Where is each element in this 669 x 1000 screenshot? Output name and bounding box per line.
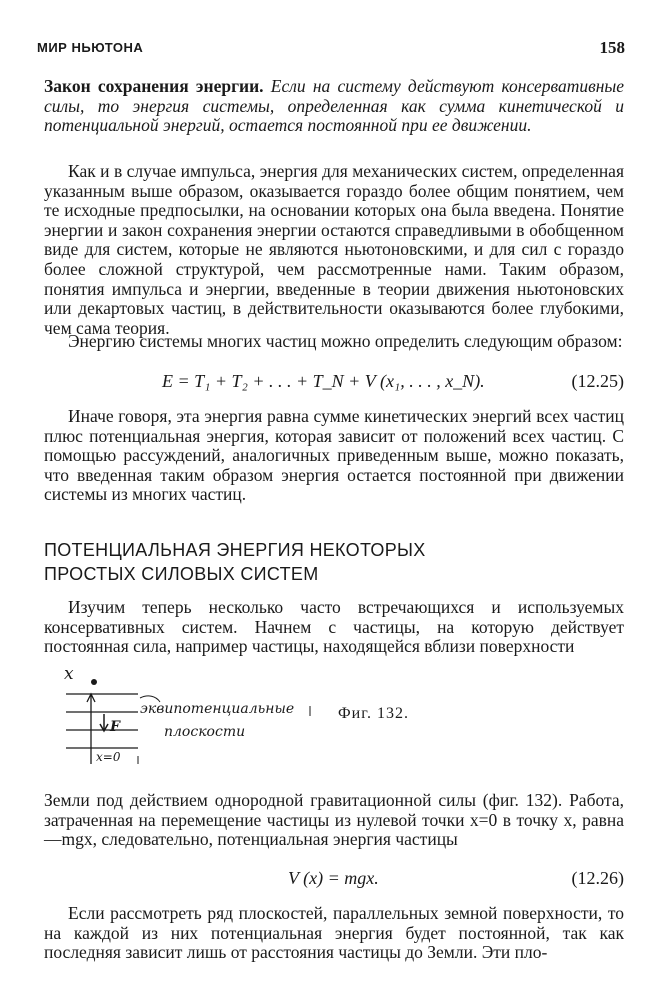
figure-caption: Фиг. 132. (338, 705, 409, 722)
running-title: МИР НЬЮТОНА (37, 40, 144, 55)
origin-label: x=0 (96, 750, 121, 764)
law-statement: Если на систему действуют консервативные силы, то энергия системы, определенная как сумма кинетической и потенциальной энергий, остается постоянной при ее движении. (44, 76, 625, 136)
equation-12-26 (44, 868, 624, 890)
paragraph-many-particles: Энергию системы многих частиц можно определить следующим образом: (68, 331, 623, 351)
paragraph-conservative-systems: Изучим теперь несколько часто встречающихся и используемых консервативных систем. Начнем с частицы, на которую действует постоянная сила, например частицы, находящейся вблизи поверхности (44, 597, 624, 657)
paragraph-parallel-planes: Если рассмотреть ряд плоскостей, параллельных земной поверхности, то на каждой из них потенциальная энергия будет постоянной, так как последняя зависит лишь от расстояния частицы до Земли. Эти пло- (44, 903, 624, 963)
paragraph-energy-sum: Иначе говоря, эта энергия равна сумме кинетических энергий всех частиц плюс потенциальная энергия, которая зависит от положений всех частиц. С помощью рассуждений, аналогичных приведенным выше, можно показать, что введенная таким образом энергия остается постоянной при движении системы из многих частиц. (44, 406, 624, 505)
law-paragraph (44, 77, 624, 136)
equation-12-26-number: (12.26) (571, 868, 624, 888)
equation-12-25-number: (12.25) (571, 371, 624, 391)
section-heading-line1: ПОТЕНЦИАЛЬНАЯ ЭНЕРГИЯ НЕКОТОРЫХ (44, 540, 426, 560)
equation-12-25 (44, 371, 624, 393)
handwritten-label-line1: эквипотенциальные (140, 701, 295, 717)
paragraph-energy-general: Как и в случае импульса, энергия для механических систем, определенная указанным выше образом, оказывается гораздо более общим понятием, чем те исходные предпосылки, на основании которых она была введена. Понятие энергии и закон сохранения энергии остаются справедливыми в обобщенном виде для систем, которые не являются ньютоновскими, и для сил с гораздо более сложной структурой, чем рассмотренные нами. Таким образом, понятия импульса и энергии, введенные в теории движения ньютоновских или декартовых частиц, в действительности оказываются более глубокими, чем сама теория. (44, 161, 624, 338)
equation-12-25-expression: E = T₁ + T₂ + . . . + T_N + V (x₁, . . . , x_N). (162, 371, 485, 391)
figure-132 (60, 664, 480, 774)
equation-12-26-expression: V (x) = mgx. (288, 868, 379, 888)
page-number: 158 (599, 38, 625, 57)
force-label: F (110, 719, 120, 735)
paragraph-gravity-work: Земли под действием однородной гравитационной силы (фиг. 132). Работа, затраченная на перемещение частицы из нулевой точки x=0 в точку x, равна —mgx, следовательно, потенциальная энергия частицы (44, 790, 624, 850)
particle-dot (91, 679, 97, 685)
law-title: Закон сохранения энергии. (44, 76, 264, 96)
section-heading (44, 538, 426, 586)
handwritten-label-line2: плоскости (164, 724, 246, 740)
axis-label-x: x (64, 664, 74, 684)
section-heading-line2: ПРОСТЫХ СИЛОВЫХ СИСТЕМ (44, 564, 319, 584)
equipotential-planes-diagram (60, 664, 480, 774)
